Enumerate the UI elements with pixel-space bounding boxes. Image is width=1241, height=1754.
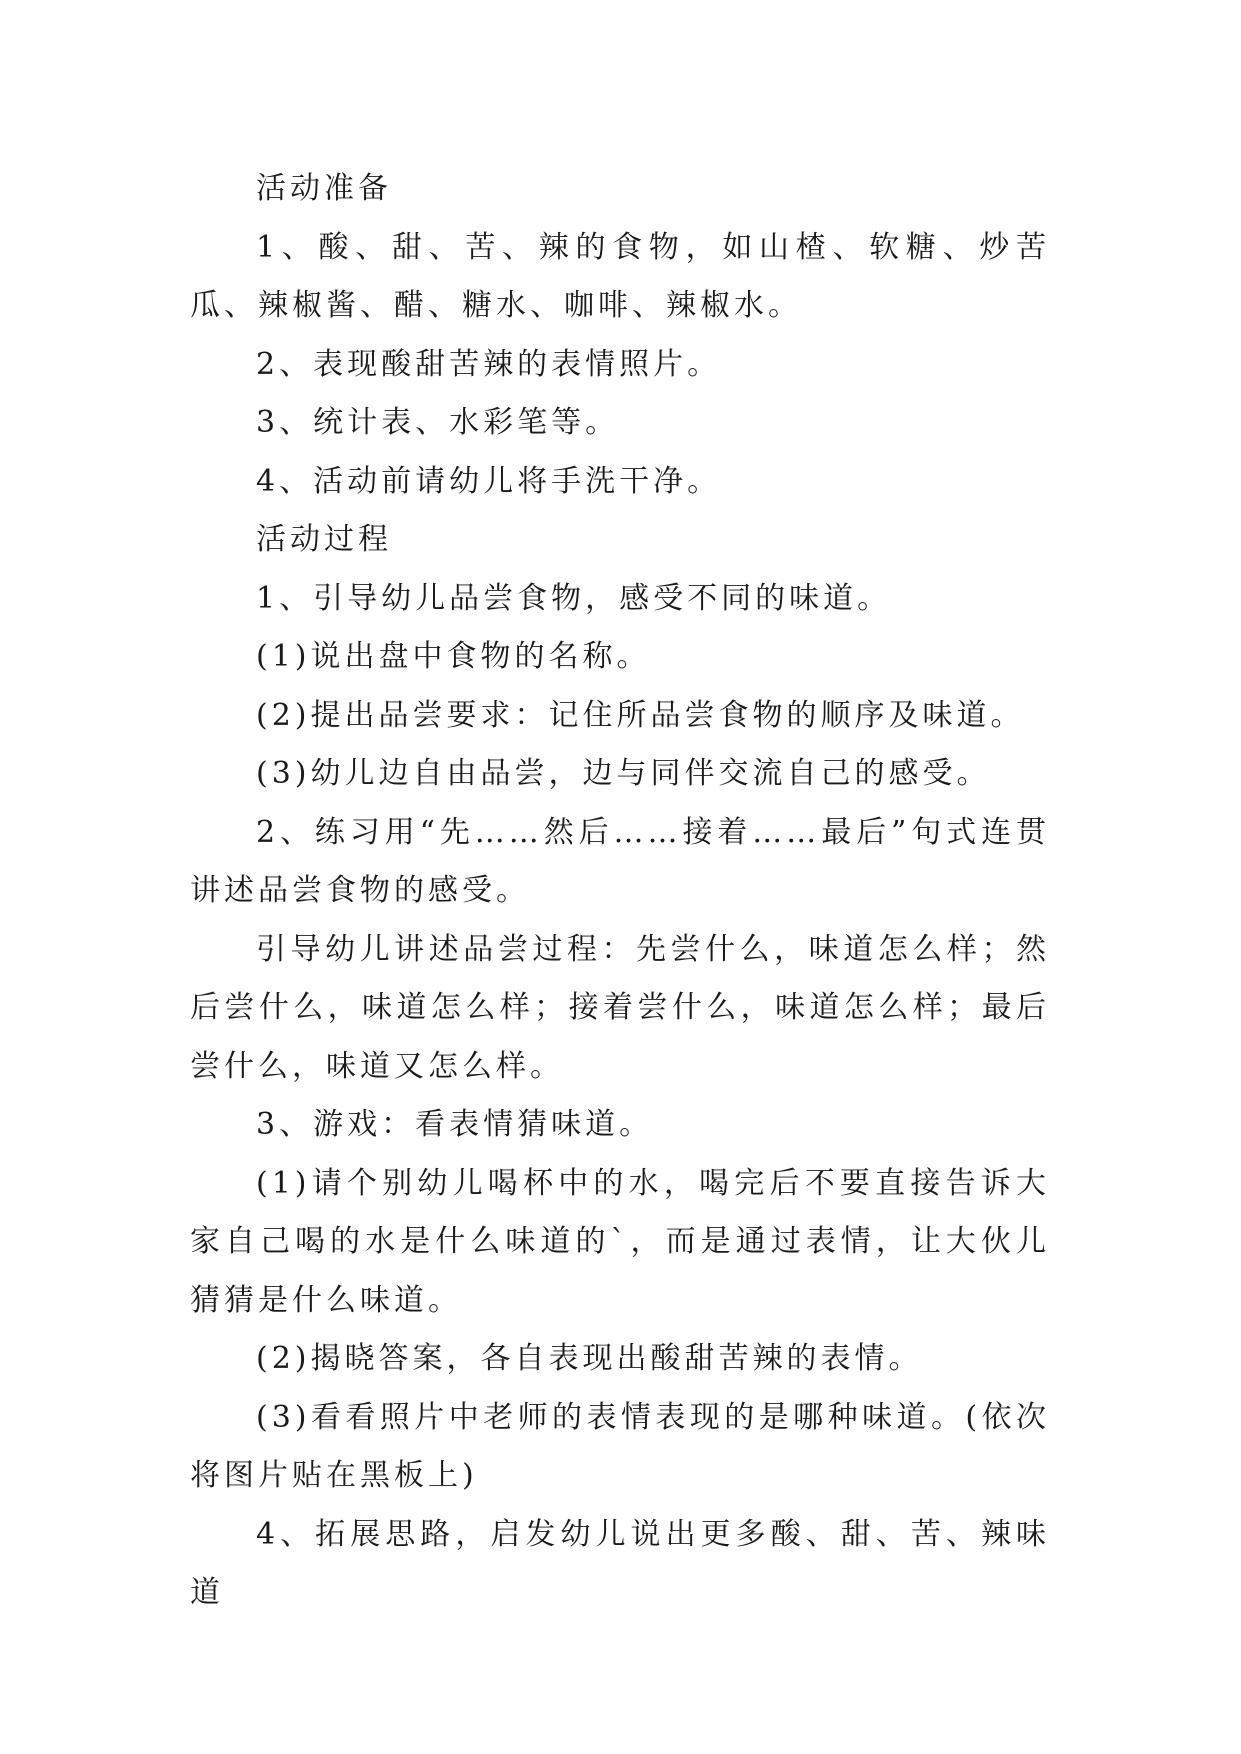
process-step-2-detail: 引导幼儿讲述品尝过程：先尝什么，味道怎么样；然后尝什么，味道怎么样；接着尝什么，味道怎么样；最后尝什么，味道又怎么样。 (190, 931, 1050, 1084)
preparation-item-2: 2、表现酸甜苦辣的表情照片。 (256, 346, 722, 382)
section-heading-preparation: 活动准备 (256, 171, 392, 206)
process-step-1-sub-2: (2)提出品尝要求：记住所品尝食物的顺序及味道。 (256, 697, 1025, 733)
process-step-3-sub-1: (1)请个别幼儿喝杯中的水，喝完后不要直接告诉大家自己喝的水是什么味道的`，而是通过表情，让大伙儿猜猜是什么味道。 (190, 1165, 1050, 1318)
process-step-2: 2、练习用“先……然后……接着……最后”句式连贯讲述品尝食物的感受。 (190, 814, 1050, 908)
preparation-item-1: 1、酸、甜、苦、辣的食物，如山楂、软糖、炒苦瓜、辣椒酱、醋、糖水、咖啡、辣椒水。 (190, 229, 1050, 323)
process-step-4: 4、拓展思路，启发幼儿说出更多酸、甜、苦、辣味道 (190, 1516, 1050, 1610)
process-step-1-sub-1: (1)说出盘中食物的名称。 (256, 639, 651, 674)
process-step-3-sub-2: (2)揭晓答案，各自表现出酸甜苦辣的表情。 (256, 1341, 923, 1376)
process-step-3-sub-3: (3)看看照片中老师的表情表现的是哪种味道。(依次将图片贴在黑板上) (190, 1399, 1050, 1493)
section-heading-process: 活动过程 (256, 522, 392, 557)
preparation-item-4: 4、活动前请幼儿将手洗干净。 (256, 463, 722, 499)
process-step-1: 1、引导幼儿品尝食物，感受不同的味道。 (256, 580, 892, 616)
document-body (190, 160, 1050, 1623)
process-step-3: 3、游戏：看表情猜味道。 (256, 1107, 654, 1142)
preparation-item-3: 3、统计表、水彩笔等。 (256, 405, 620, 440)
process-step-1-sub-3: (3)幼儿边自由品尝，边与同伴交流自己的感受。 (256, 756, 991, 791)
